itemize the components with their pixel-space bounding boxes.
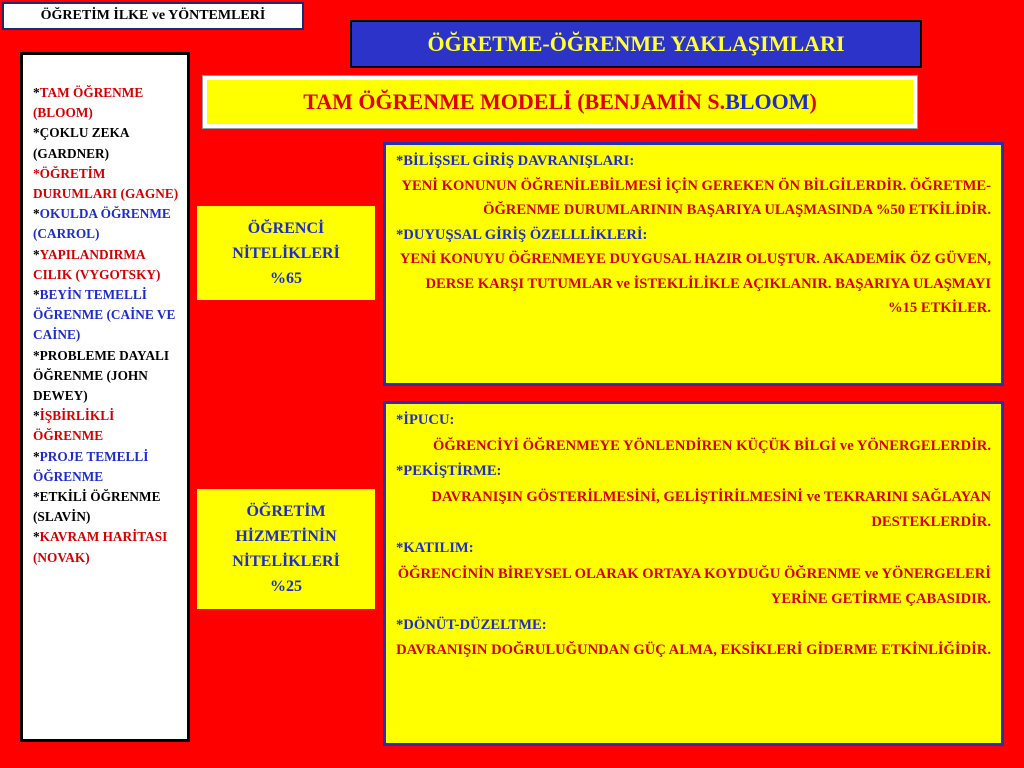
panel-heading: *PEKİŞTİRME: <box>396 463 502 480</box>
student-box-line: ÖĞRENCİ <box>247 219 325 237</box>
service-qualities-box <box>197 489 375 609</box>
model-title-suffix: ) <box>809 89 817 114</box>
sidebar-item: *PROJE TEMELLİ ÖĞRENME <box>33 448 149 484</box>
panel-body: DAVRANIŞIN GÖSTERİLMESİNİ, GELİŞTİRİLMESİNİ ve TEKRARINI SAĞLAYAN DESTEKLERDİR. <box>431 488 991 531</box>
sidebar-item: *KAVRAM HARİTASI (NOVAK) <box>33 529 168 565</box>
panel-heading: *DÖNÜT-DÜZELTME: <box>396 616 547 633</box>
service-qualities-panel <box>383 401 1004 746</box>
service-box-line: NİTELİKLERİ <box>232 553 340 570</box>
approaches-sidebar <box>20 52 190 742</box>
corner-tag: ÖĞRETİM İLKE ve YÖNTEMLERİ <box>2 2 304 30</box>
service-box-line: HİZMETİNİN <box>235 528 337 545</box>
panel-heading: *İPUCU: <box>396 412 455 428</box>
student-box-line: NİTELİKLERİ <box>232 244 340 262</box>
sidebar-item: *ÇOKLU ZEKA (GARDNER) <box>33 125 129 161</box>
sidebar-item: *ÖĞRETİM DURUMLARI (GAGNE) <box>33 165 179 202</box>
panel-body: YENİ KONUYU ÖĞRENMEYE DUYGUSAL HAZIR OLUŞTUR. AKADEMİK ÖZ GÜVEN, DERSE KARŞI TUTUMLAR ve İSTEKLİLİKLE AÇIKLANIR. BAŞARIYA ULAŞMAYI %15 ETKİLER. <box>399 251 991 316</box>
sidebar-item: *BEYİN TEMELLİ ÖĞRENME (CAİNE VE CAİNE) <box>33 287 176 343</box>
panel-body: ÖĞRENCİYİ ÖĞRENMEYE YÖNLENDİREN KÜÇÜK BİLGİ ve YÖNERGELERDİR. <box>433 437 991 454</box>
sidebar-item: *YAPILANDIRMA CILIK (VYGOTSKY) <box>33 246 161 282</box>
model-title-prefix: TAM ÖĞRENME MODELİ (BENJAMİN S. <box>303 89 726 114</box>
service-box-line: ÖĞRETİM <box>246 503 326 520</box>
main-title: ÖĞRETME-ÖĞRENME YAKLAŞIMLARI <box>350 20 922 68</box>
service-box-percent: %25 <box>270 578 302 595</box>
panel-heading: *BİLİŞSEL GİRİŞ DAVRANIŞLARI: <box>396 153 635 169</box>
student-qualities-panel <box>383 142 1004 386</box>
panel-body: YENİ KONUNUN ÖĞRENİLEBİLMESİ İÇİN GEREKEN ÖN BİLGİLERDİR. ÖĞRETME-ÖĞRENME DURUMLARININ BAŞARIYA ULAŞMASINDA %50 ETKİLİDİR. <box>401 177 991 218</box>
sidebar-item: *ETKİLİ ÖĞRENME (SLAVİN) <box>33 489 161 525</box>
panel-heading: *KATILIM: <box>396 539 474 556</box>
model-title <box>203 76 917 128</box>
sidebar-item: *PROBLEME DAYALI ÖĞRENME (JOHN DEWEY) <box>33 347 170 404</box>
model-title-highlight: BLOOM <box>725 89 810 114</box>
panel-body: ÖĞRENCİNİN BİREYSEL OLARAK ORTAYA KOYDUĞU ÖĞRENME ve YÖNERGELERİ YERİNE GETİRME ÇABASIDIR. <box>397 565 991 608</box>
student-box-percent: %65 <box>270 269 302 287</box>
student-qualities-box <box>197 206 375 300</box>
sidebar-item: *OKULDA ÖĞRENME (CARROL) <box>33 206 171 242</box>
panel-heading: *DUYUŞSAL GİRİŞ ÖZELLLİKLERİ: <box>396 226 648 243</box>
panel-body: DAVRANIŞIN DOĞRULUĞUNDAN GÜÇ ALMA, EKSİKLERİ GİDERME ETKİNLİĞİDİR. <box>396 642 991 659</box>
sidebar-item: *TAM ÖĞRENME (BLOOM) <box>33 85 144 121</box>
sidebar-item: *İŞBİRLİKLİ ÖĞRENME <box>33 408 115 444</box>
